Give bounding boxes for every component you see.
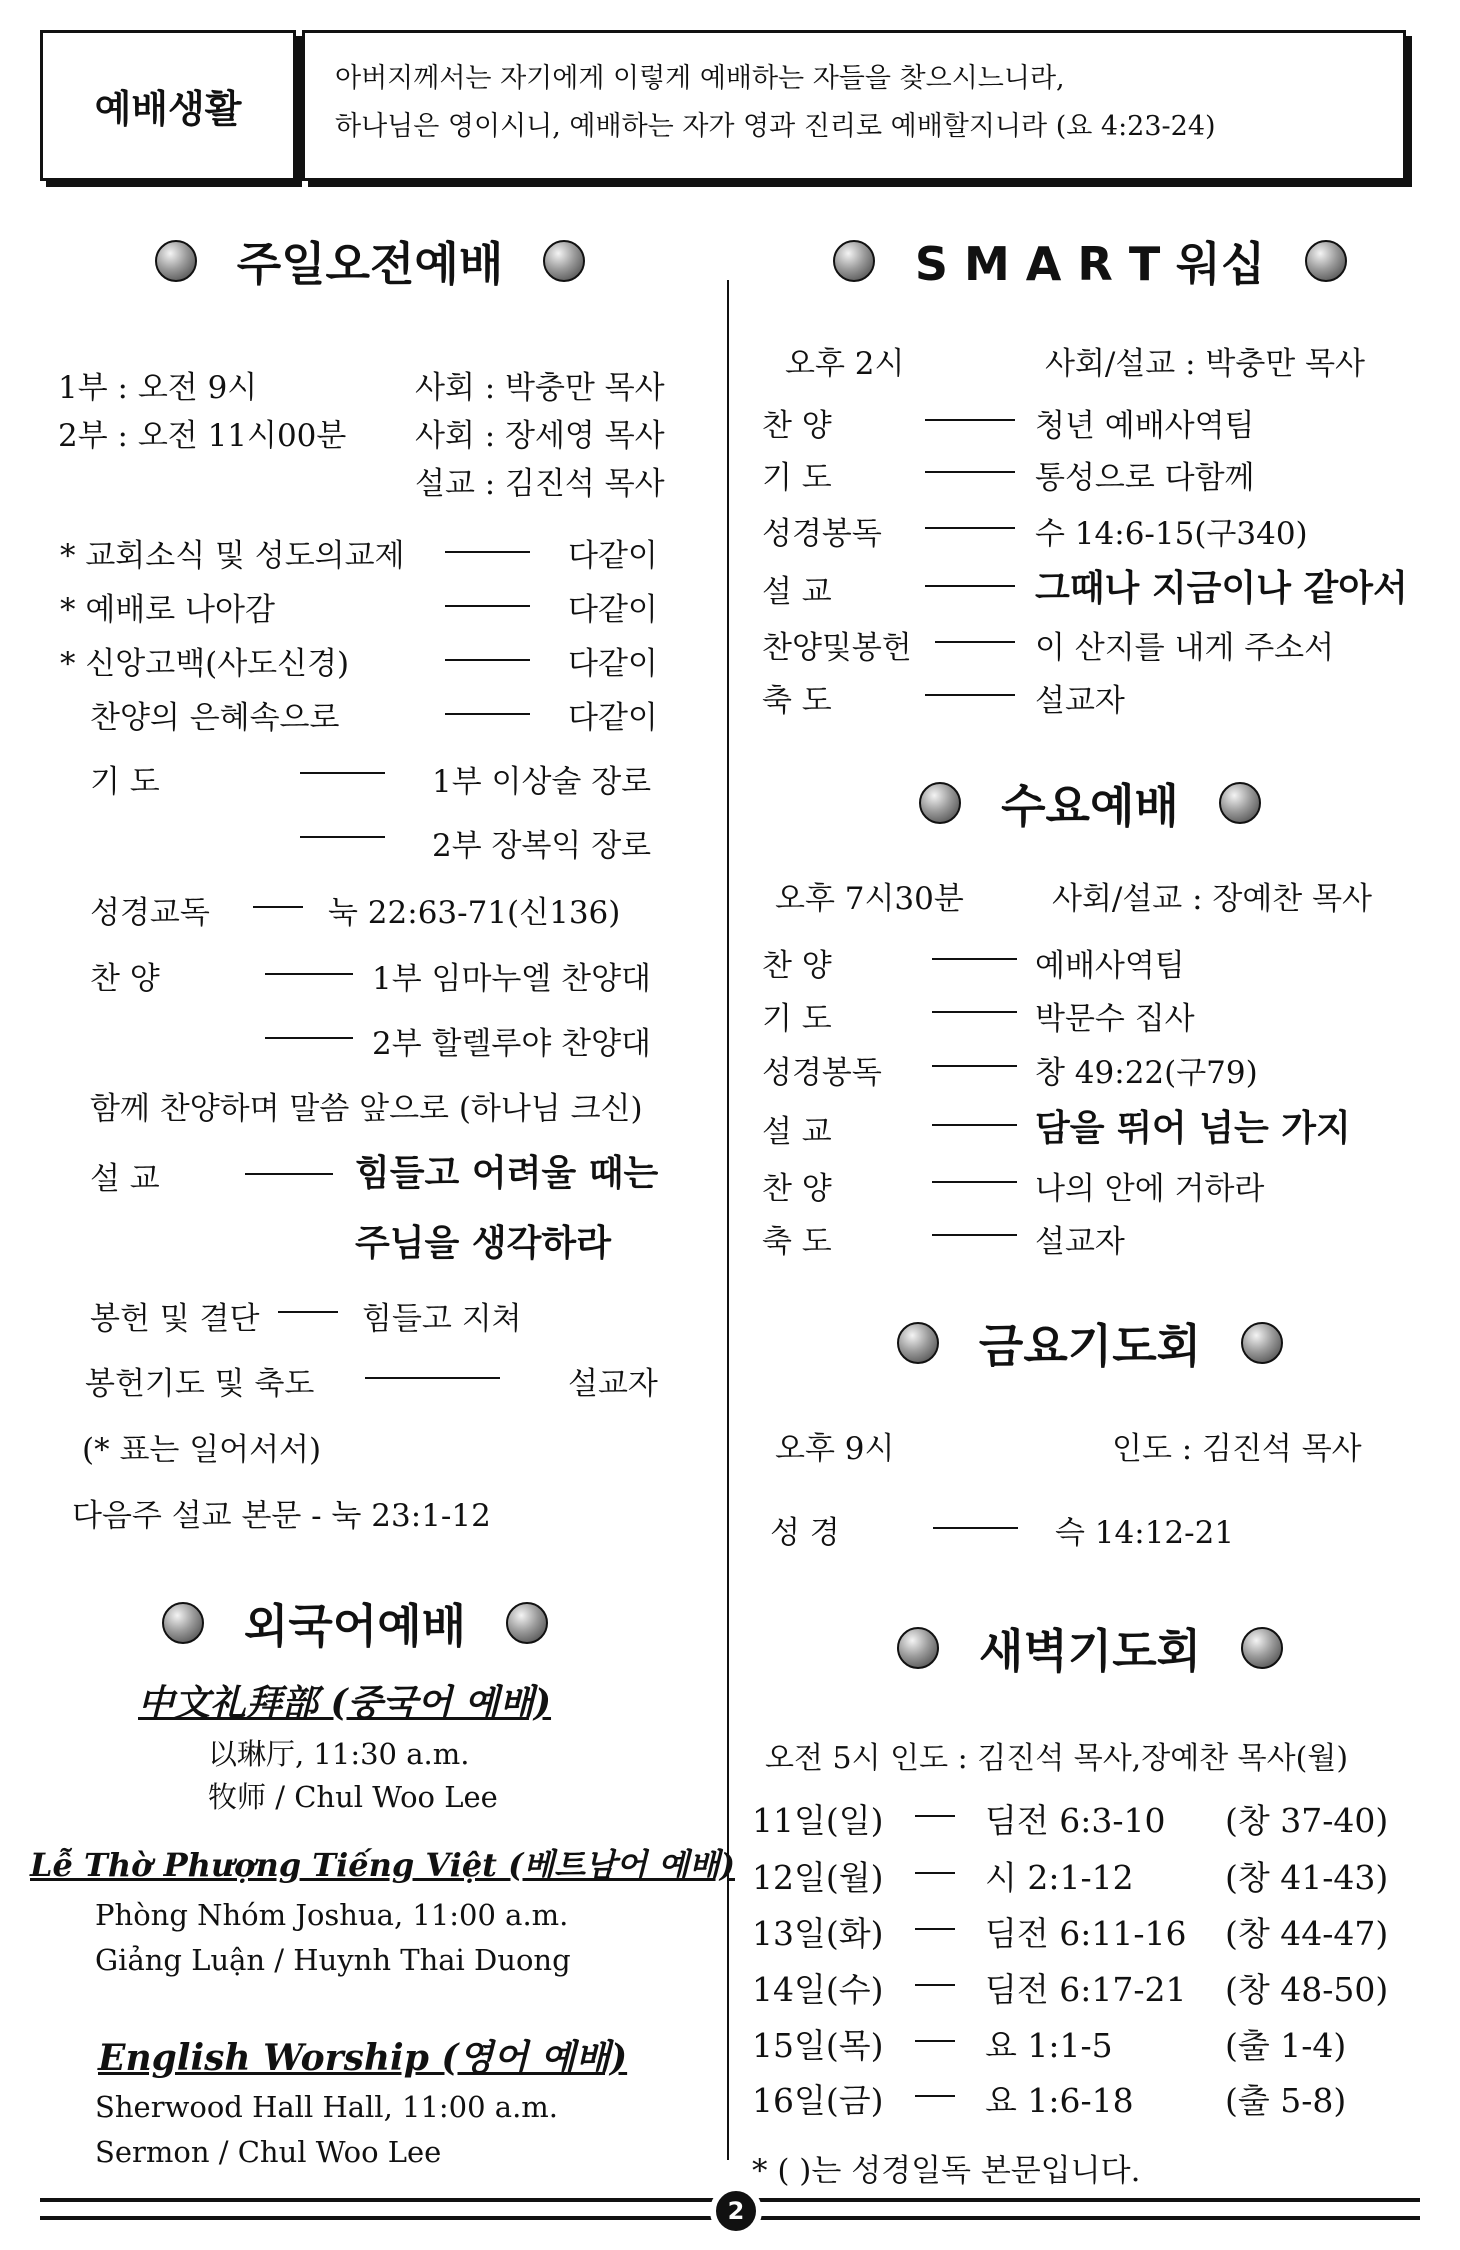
offering-text: 힘들고 지쳐 (362, 1301, 522, 1337)
friday-leader: 인도 : 김진석 목사 (1112, 1431, 1362, 1467)
order-row-label: * 신앙고백(사도신경) (60, 646, 350, 682)
chinese-line-1: 以琳厅, 11:30 a.m. (208, 1737, 470, 1771)
smart-row-label: 찬 양 (762, 408, 832, 444)
smart-host: 사회/설교 : 박충만 목사 (1045, 346, 1365, 382)
wednesday-sermon-title: 담을 뛰어 넘는 가지 (1035, 1108, 1351, 1149)
dash-line (445, 551, 530, 553)
bullet-ball-icon (1241, 1322, 1283, 1364)
bullet-ball-icon (897, 1322, 939, 1364)
smart-row-label: 축 도 (762, 683, 832, 719)
vietnamese-line-2: Giảng Luận / Huynh Thai Duong (95, 1943, 571, 1977)
page-number: 2 (727, 2197, 745, 2225)
part2-time: 2부 : 오전 11시00분 (58, 418, 347, 454)
next-sermon: 다음주 설교 본문 - 눅 23:1-12 (72, 1498, 491, 1534)
praise-2: 2부 할렐루야 찬양대 (372, 1026, 651, 1062)
dawn-ref: (출 1-4) (1225, 2026, 1347, 2065)
wednesday-title: 수요예배 (1001, 779, 1179, 833)
dash-line (445, 659, 530, 661)
wednesday-row-value: 설교자 (1035, 1224, 1125, 1260)
order-row-label: 찬양의 은혜속으로 (90, 700, 340, 736)
dawn-day: 12일(월) (752, 1858, 884, 1897)
vietnamese-title: Lễ Thờ Phượng Tiếng Việt (베트남어 예배) (30, 1846, 735, 1884)
dawn-heading (760, 1615, 1420, 1681)
chinese-title: 中文礼拜部 (중국어 예배) (138, 1682, 552, 1724)
bullet-ball-icon (506, 1602, 548, 1644)
english-title: English Worship (영어 예배) (98, 2037, 628, 2079)
dawn-text: 요 1:1-5 (985, 2026, 1113, 2065)
dash-line (253, 906, 303, 908)
wednesday-row-value: 박문수 집사 (1035, 1001, 1195, 1037)
dash-line (300, 772, 385, 774)
dash-line (932, 1011, 1017, 1013)
dash-line (932, 1065, 1017, 1067)
stand-note: (* 표는 일어서서) (82, 1432, 322, 1468)
sermon-label: 설 교 (90, 1161, 160, 1197)
dash-line (300, 836, 385, 838)
dash-line (933, 1527, 1018, 1529)
dash-line (265, 1037, 353, 1039)
dawn-note: * ( )는 성경일독 본문입니다. (752, 2153, 1141, 2189)
dawn-title: 새벽기도회 (978, 1624, 1202, 1678)
bullet-ball-icon (162, 1602, 204, 1644)
dash-line (925, 694, 1015, 696)
prayer-label: 기 도 (90, 764, 160, 800)
smart-row-value: 수 14:6-15(구340) (1035, 516, 1308, 552)
prayer-2: 2부 장복익 장로 (432, 828, 652, 864)
wednesday-row-label: 성경봉독 (762, 1055, 882, 1091)
smart-row-label: 찬양및봉헌 (762, 630, 912, 666)
dawn-ref: (창 44-47) (1225, 1914, 1389, 1953)
vietnamese-line-1: Phòng Nhóm Joshua, 11:00 a.m. (95, 1898, 569, 1932)
smart-row-value: 청년 예배사역팀 (1035, 408, 1255, 444)
verse-line-1: 아버지께서는 자기에게 이렇게 예배하는 자들을 찾으시느니라, (335, 63, 1065, 94)
praise-1: 1부 임마누엘 찬양대 (372, 961, 651, 997)
smart-time: 오후 2시 (785, 346, 905, 382)
wednesday-row-label: 찬 양 (762, 948, 832, 984)
header-title-box (40, 30, 296, 181)
sermon-title-2: 주님을 생각하라 (355, 1223, 611, 1264)
smart-title: S M A R T 워십 (914, 237, 1266, 291)
dawn-ref: (창 41-43) (1225, 1858, 1389, 1897)
bullet-ball-icon (1305, 240, 1347, 282)
dawn-day: 11일(일) (752, 1801, 884, 1840)
smart-row-label: 설 교 (762, 574, 832, 610)
bullet-ball-icon (1219, 782, 1261, 824)
bullet-ball-icon (833, 240, 875, 282)
friday-heading (760, 1310, 1420, 1376)
dash-line (935, 641, 1015, 643)
dash-line (925, 471, 1015, 473)
dawn-day: 14일(수) (752, 1970, 884, 2009)
dash-line (925, 527, 1015, 529)
wednesday-row-label: 축 도 (762, 1224, 832, 1260)
prayer-1: 1부 이상술 장로 (432, 764, 652, 800)
chinese-line-2: 牧师 / Chul Woo Lee (208, 1780, 498, 1814)
smart-row-label: 기 도 (762, 460, 832, 496)
wednesday-row-label: 설 교 (762, 1114, 832, 1150)
dawn-day: 16일(금) (752, 2081, 884, 2120)
dash-line (915, 1984, 955, 1986)
dash-line (932, 1181, 1017, 1183)
wednesday-row-value: 창 49:22(구79) (1035, 1055, 1258, 1091)
together-line: 함께 찬양하며 말씀 앞으로 (하나님 크신) (90, 1091, 643, 1127)
friday-title: 금요기도회 (978, 1319, 1202, 1373)
dawn-text: 시 2:1-12 (985, 1858, 1134, 1897)
smart-heading (760, 228, 1420, 294)
offering-label: 봉헌 및 결단 (90, 1301, 260, 1337)
sermon-title-1: 힘들고 어려울 때는 (355, 1153, 659, 1194)
reading-label: 성경교독 (90, 895, 210, 931)
smart-row-value: 통성으로 다함께 (1035, 460, 1255, 496)
dawn-day: 15일(목) (752, 2026, 884, 2065)
bullet-ball-icon (919, 782, 961, 824)
dawn-text: 딤전 6:11-16 (985, 1914, 1187, 1953)
dash-line (278, 1311, 338, 1313)
offer-prayer-label: 봉헌기도 및 축도 (85, 1366, 315, 1402)
dash-line (932, 1234, 1017, 1236)
dash-line (925, 585, 1015, 587)
dash-line (915, 1928, 955, 1930)
order-row-value: 다같이 (568, 592, 658, 628)
wednesday-row-label: 기 도 (762, 1001, 832, 1037)
dash-line (915, 2040, 955, 2042)
part1-host: 사회 : 박충만 목사 (415, 370, 665, 406)
part1-time: 1부 : 오전 9시 (58, 370, 258, 406)
praise-label: 찬 양 (90, 961, 160, 997)
order-row-value: 다같이 (568, 538, 658, 574)
reading-text: 눅 22:63-71(신136) (328, 895, 621, 931)
dash-line (445, 713, 530, 715)
header-title: 예배생활 (94, 87, 242, 131)
dash-line (915, 1815, 955, 1817)
wednesday-row-label: 찬 양 (762, 1171, 832, 1207)
bullet-ball-icon (897, 1627, 939, 1669)
dawn-ref: (창 48-50) (1225, 1970, 1389, 2009)
friday-scripture-label: 성 경 (770, 1515, 840, 1551)
offer-prayer-text: 설교자 (568, 1366, 658, 1402)
dash-line (925, 419, 1015, 421)
foreign-heading (40, 1590, 670, 1656)
dash-line (932, 1124, 1017, 1126)
dash-line (915, 1872, 955, 1874)
order-row-value: 다같이 (568, 700, 658, 736)
dawn-text: 딤전 6:3-10 (985, 1801, 1166, 1840)
verse-line-2: 하나님은 영이시니, 예배하는 자가 영과 진리로 예배할지니라 (요 4:23-24) (335, 111, 1216, 142)
dawn-text: 요 1:6-18 (985, 2081, 1134, 2120)
friday-time: 오후 9시 (775, 1431, 895, 1467)
dash-line (915, 2095, 955, 2097)
sunday-preacher: 설교 : 김진석 목사 (415, 466, 665, 502)
page-number-badge (710, 2185, 762, 2237)
smart-row-value: 이 산지를 내게 주소서 (1035, 630, 1335, 666)
wednesday-time: 오후 7시30분 (775, 881, 964, 917)
wednesday-heading (760, 770, 1420, 836)
foreign-title: 외국어예배 (243, 1599, 467, 1653)
wednesday-row-value: 나의 안에 거하라 (1035, 1171, 1265, 1207)
dawn-day: 13일(화) (752, 1914, 884, 1953)
bullet-ball-icon (1241, 1627, 1283, 1669)
sunday-title: 주일오전예배 (236, 237, 504, 291)
order-row-label: * 교회소식 및 성도의교제 (60, 538, 405, 574)
sunday-heading (40, 228, 700, 294)
wednesday-row-value: 예배사역팀 (1035, 948, 1185, 984)
dash-line (265, 973, 353, 975)
dash-line (365, 1377, 500, 1379)
english-line-2: Sermon / Chul Woo Lee (95, 2135, 442, 2169)
bullet-ball-icon (155, 240, 197, 282)
order-row-value: 다같이 (568, 646, 658, 682)
dawn-ref: (창 37-40) (1225, 1801, 1389, 1840)
dawn-info: 오전 5시 인도 : 김진석 목사,장예찬 목사(월) (765, 1741, 1349, 1776)
dawn-ref: (출 5-8) (1225, 2081, 1347, 2120)
order-row-label: * 예배로 나아감 (60, 592, 275, 628)
dash-line (245, 1173, 333, 1175)
bullet-ball-icon (543, 240, 585, 282)
smart-sermon-title: 그때나 지금이나 같아서 (1035, 568, 1408, 609)
wednesday-host: 사회/설교 : 장예찬 목사 (1052, 881, 1372, 917)
header-verse-box (302, 30, 1406, 181)
smart-row-label: 성경봉독 (762, 516, 882, 552)
dawn-text: 딤전 6:17-21 (985, 1970, 1187, 2009)
part2-host: 사회 : 장세영 목사 (415, 418, 665, 454)
dash-line (932, 958, 1017, 960)
smart-row-value: 설교자 (1035, 683, 1125, 719)
dash-line (445, 605, 530, 607)
friday-scripture: 슥 14:12-21 (1055, 1515, 1235, 1551)
english-line-1: Sherwood Hall Hall, 11:00 a.m. (95, 2090, 559, 2124)
